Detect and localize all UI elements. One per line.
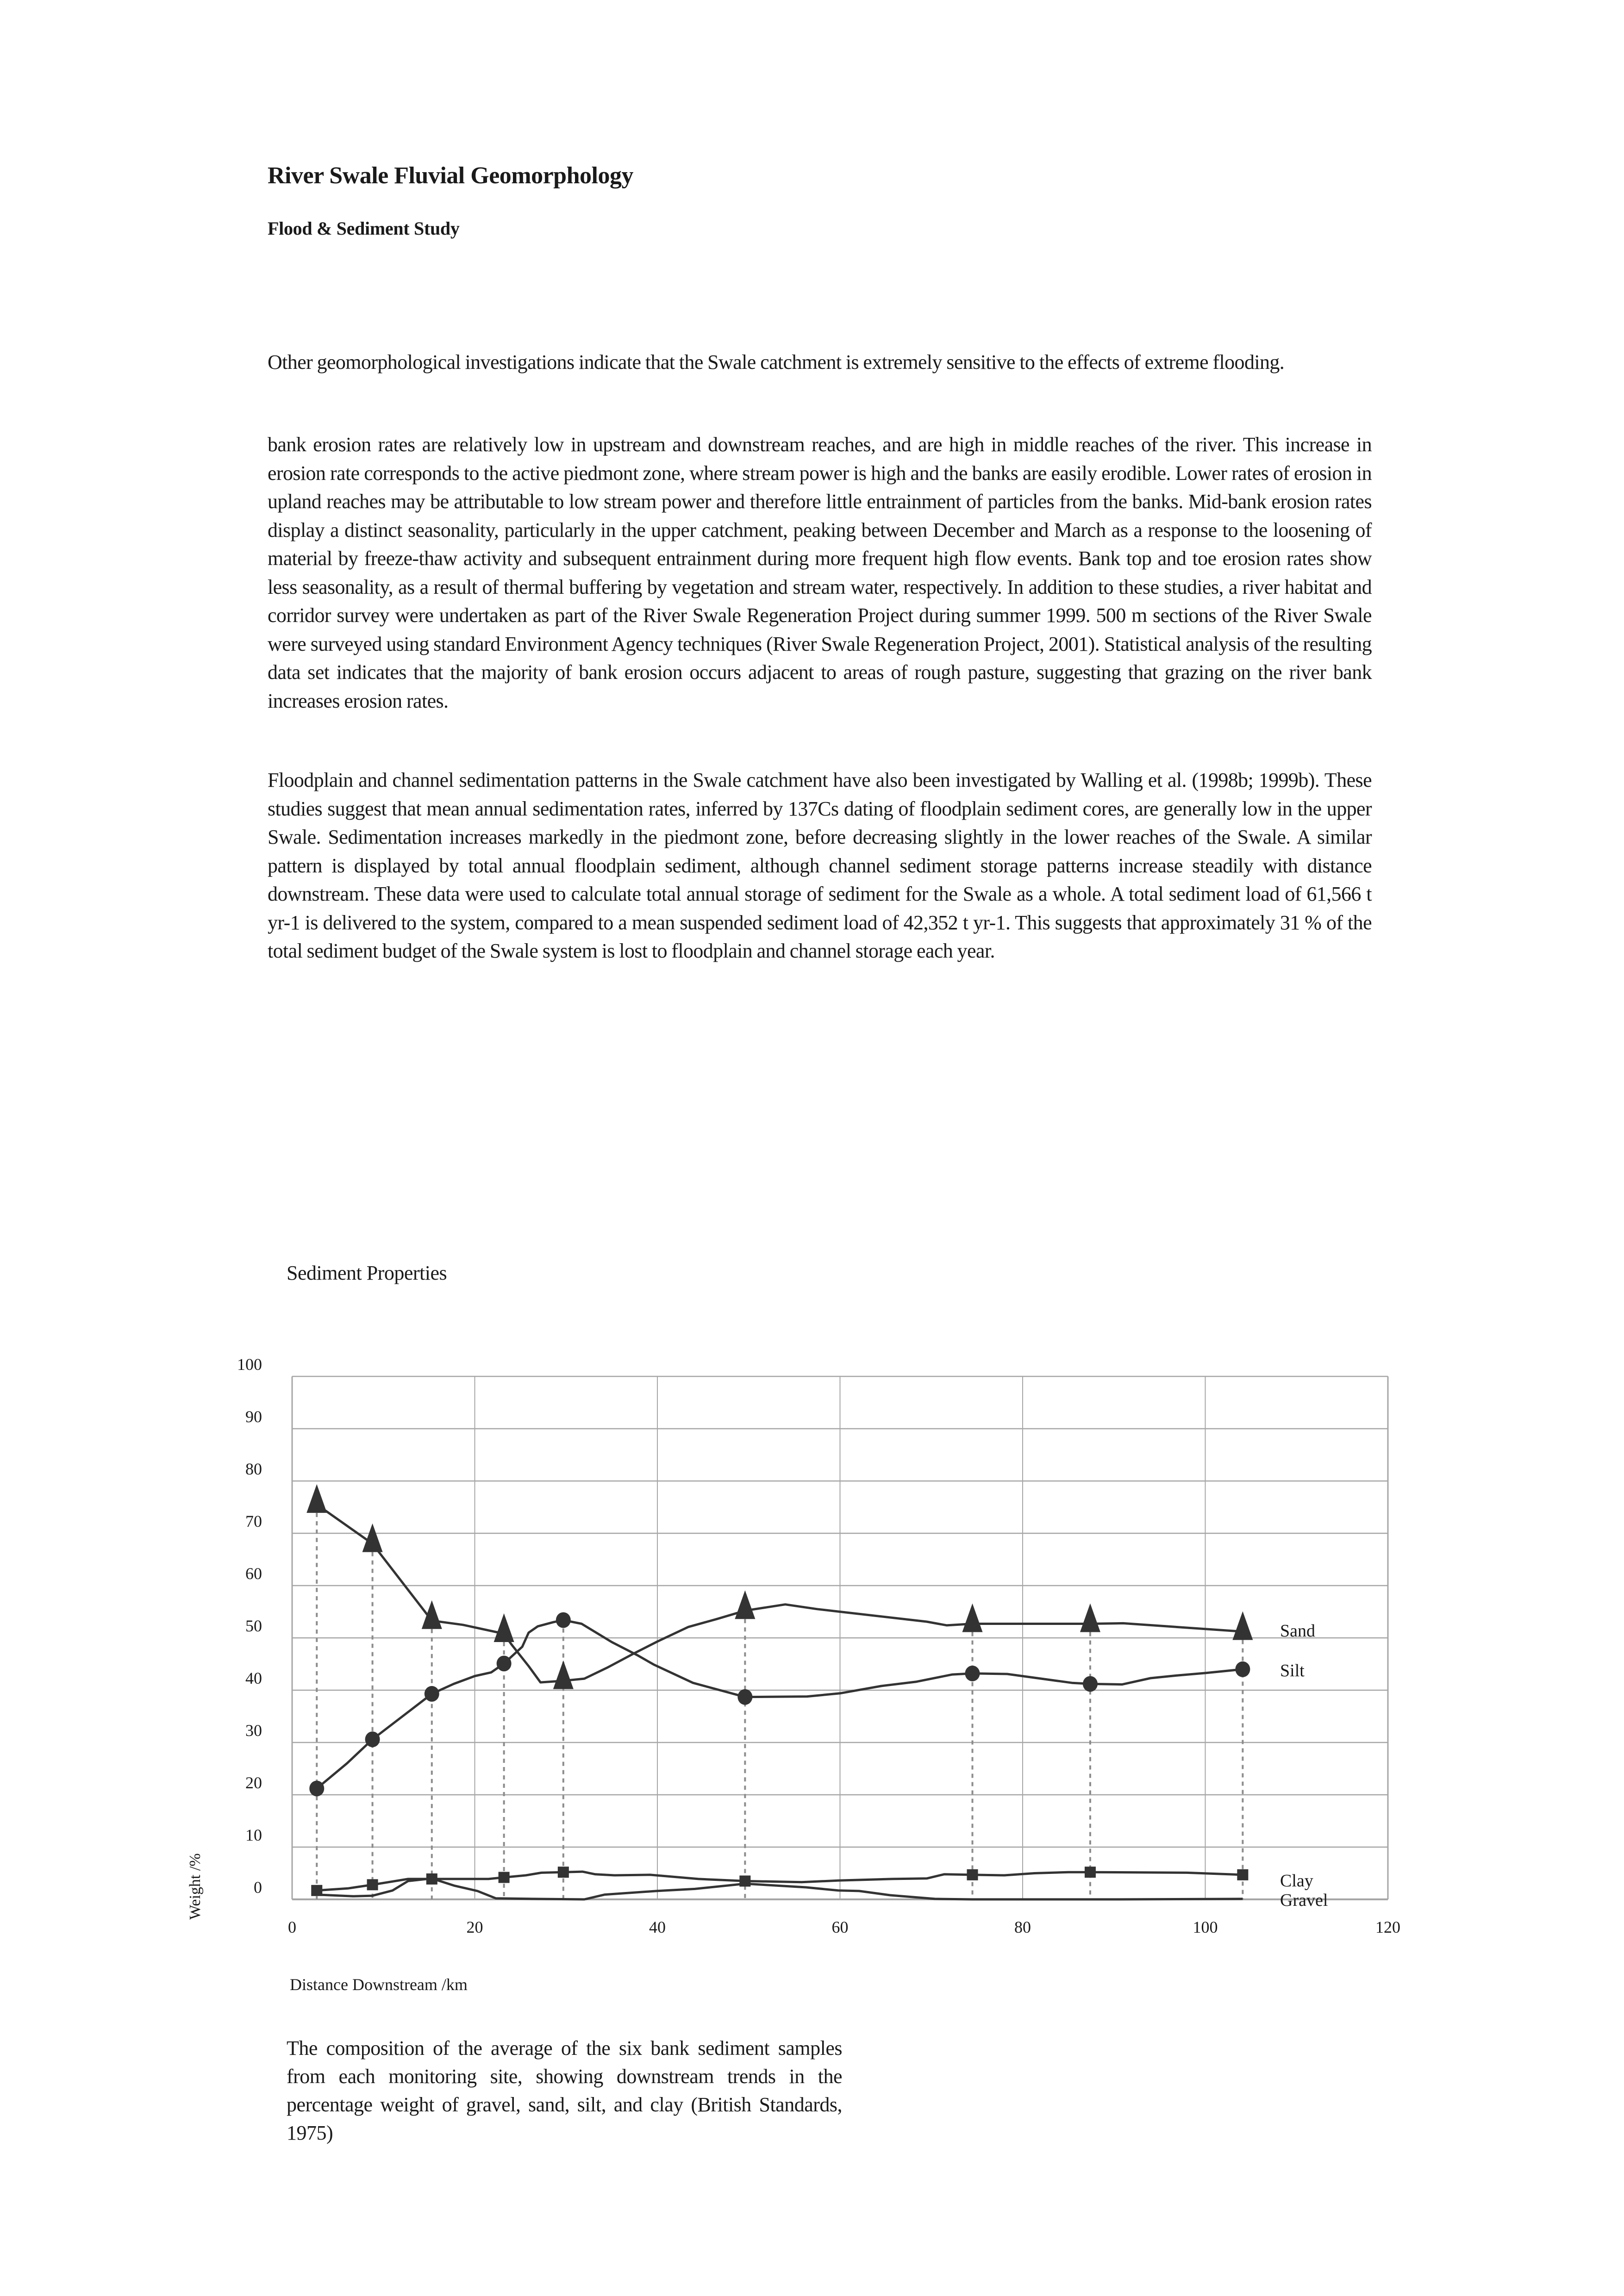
square-marker-icon xyxy=(1237,1869,1248,1880)
y-axis-label: Weight /% xyxy=(187,1853,204,1920)
x-tick-label: 20 xyxy=(466,1918,483,1936)
x-tick-label: 80 xyxy=(1014,1918,1031,1936)
legend-label-silt: Silt xyxy=(1280,1661,1305,1680)
triangle-marker-icon xyxy=(962,1603,983,1632)
triangle-marker-icon xyxy=(494,1613,514,1642)
y-tick-label: 30 xyxy=(245,1721,262,1740)
axis-ticks xyxy=(237,1355,1400,1936)
silt-line xyxy=(317,1620,1243,1789)
x-tick-label: 100 xyxy=(1193,1918,1218,1936)
chart-series xyxy=(306,1484,1253,1899)
triangle-marker-icon xyxy=(306,1484,327,1513)
square-marker-icon xyxy=(558,1867,569,1878)
series-silt xyxy=(309,1612,1250,1797)
y-tick-label: 90 xyxy=(245,1407,262,1426)
square-marker-icon xyxy=(1085,1867,1096,1878)
series-sand xyxy=(306,1484,1253,1689)
circle-marker-icon xyxy=(737,1689,752,1705)
circle-marker-icon xyxy=(1083,1676,1098,1692)
y-tick-label: 0 xyxy=(254,1878,262,1897)
chart-grid xyxy=(292,1376,1388,1899)
paragraph-sedimentation: Floodplain and channel sedimentation patterns in the Swale catchment have also been investigated by Walling et al. (1998b; 1999b). These studies suggest that mean annual sedimentation rates, inferred by 137Cs dating of floodplain sediment cores, are generally low in the upper Swale. Sedimentation increases markedly in the piedmont zone, before decreasing slightly in the lower reaches of the Swale. A similar pattern is displayed by total annual floodplain sediment, although channel sediment storage patterns increase steadily with distance downstream. These data were used to calculate total annual storage of sediment for the Swale as a whole. A total sediment load of 61,566 t yr-1 is delivered to the system, compared to a mean suspended sediment load of 42,352 t yr-1. This suggests that approximately 31 % of the total sediment budget of the Swale system is lost to floodplain and channel storage each year. xyxy=(268,769,1372,962)
triangle-marker-icon xyxy=(1232,1611,1253,1640)
y-tick-label: 40 xyxy=(245,1669,262,1687)
x-tick-label: 0 xyxy=(288,1918,296,1936)
triangle-marker-icon xyxy=(735,1590,755,1619)
y-tick-label: 80 xyxy=(245,1460,262,1478)
circle-marker-icon xyxy=(425,1686,439,1702)
y-tick-label: 60 xyxy=(245,1564,262,1583)
legend-label-clay: Clay xyxy=(1280,1871,1313,1891)
square-marker-icon xyxy=(367,1879,378,1890)
triangle-marker-icon xyxy=(553,1661,574,1689)
circle-marker-icon xyxy=(497,1655,512,1671)
series-clay xyxy=(311,1867,1248,1896)
square-marker-icon xyxy=(967,1869,978,1880)
y-tick-label: 20 xyxy=(245,1773,262,1792)
x-tick-label: 120 xyxy=(1375,1918,1400,1936)
circle-marker-icon xyxy=(965,1666,980,1681)
x-tick-label: 40 xyxy=(649,1918,666,1936)
legend-label-gravel: Gravel xyxy=(1280,1891,1328,1910)
paragraph-bank-erosion: bank erosion rates are relatively low in upstream and downstream reaches, and are high in middle reaches of the river. This increase in erosion rate corresponds to the active piedmont zone, where stream power is high and the banks are easily erodible. Lower rates of erosion in upland reaches may be attributable to low stream power and therefore little entrainment of particles from the banks. Mid-bank erosion rates display a distinct seasonality, particularly in the upper catchment, peaking between December and March as a response to the loosening of material by freeze-thaw activity and subsequent entrainment during more frequent high flow events. Bank top and toe erosion rates show less seasonality, as a result of thermal buffering by vegetation and stream water, respectively. In addition to these studies, a river habitat and corridor survey were undertaken as part of the River Swale Regeneration Project during summer 1999. 500 m sections of the River Swale were surveyed using standard Environment Agency techniques (River Swale Regeneration Project, 2001). Statistical analysis of the resulting data set indicates that the majority of bank erosion occurs adjacent to areas of rough pasture, suggesting that grazing on the river bank increases erosion rates. xyxy=(268,433,1372,712)
circle-marker-icon xyxy=(556,1612,571,1628)
legend-label-sand: Sand xyxy=(1280,1621,1315,1641)
triangle-marker-icon xyxy=(1080,1603,1100,1632)
triangle-marker-icon xyxy=(422,1600,442,1629)
clay-line xyxy=(317,1872,1243,1891)
sand-line xyxy=(317,1505,1243,1682)
figure-caption: The composition of the average of the six bank sediment samples from each monitoring site, showing downstream trends in the percentage weight of gravel, sand, silt, and clay (British Standards, 1975) xyxy=(287,2037,842,2144)
x-axis-label: Distance Downstream /km xyxy=(290,1975,468,1994)
document-title: River Swale Fluvial Geomorphology xyxy=(268,162,633,189)
chart-title: Sediment Properties xyxy=(287,1262,447,1284)
square-marker-icon xyxy=(499,1872,510,1883)
circle-marker-icon xyxy=(309,1780,324,1796)
y-tick-label: 10 xyxy=(245,1826,262,1844)
site-drop-lines xyxy=(317,1505,1243,1899)
chart-legend xyxy=(1280,1621,1328,1910)
circle-marker-icon xyxy=(365,1731,380,1747)
y-tick-label: 70 xyxy=(245,1512,262,1531)
y-tick-label: 50 xyxy=(245,1617,262,1635)
document-subtitle: Flood & Sediment Study xyxy=(268,218,460,239)
circle-marker-icon xyxy=(1235,1661,1250,1677)
paragraph-intro: Other geomorphological investigations indicate that the Swale catchment is extremely sensitive to the effects of extreme flooding. xyxy=(268,351,1285,373)
y-tick-label: 100 xyxy=(237,1355,262,1374)
x-tick-label: 60 xyxy=(831,1918,849,1936)
